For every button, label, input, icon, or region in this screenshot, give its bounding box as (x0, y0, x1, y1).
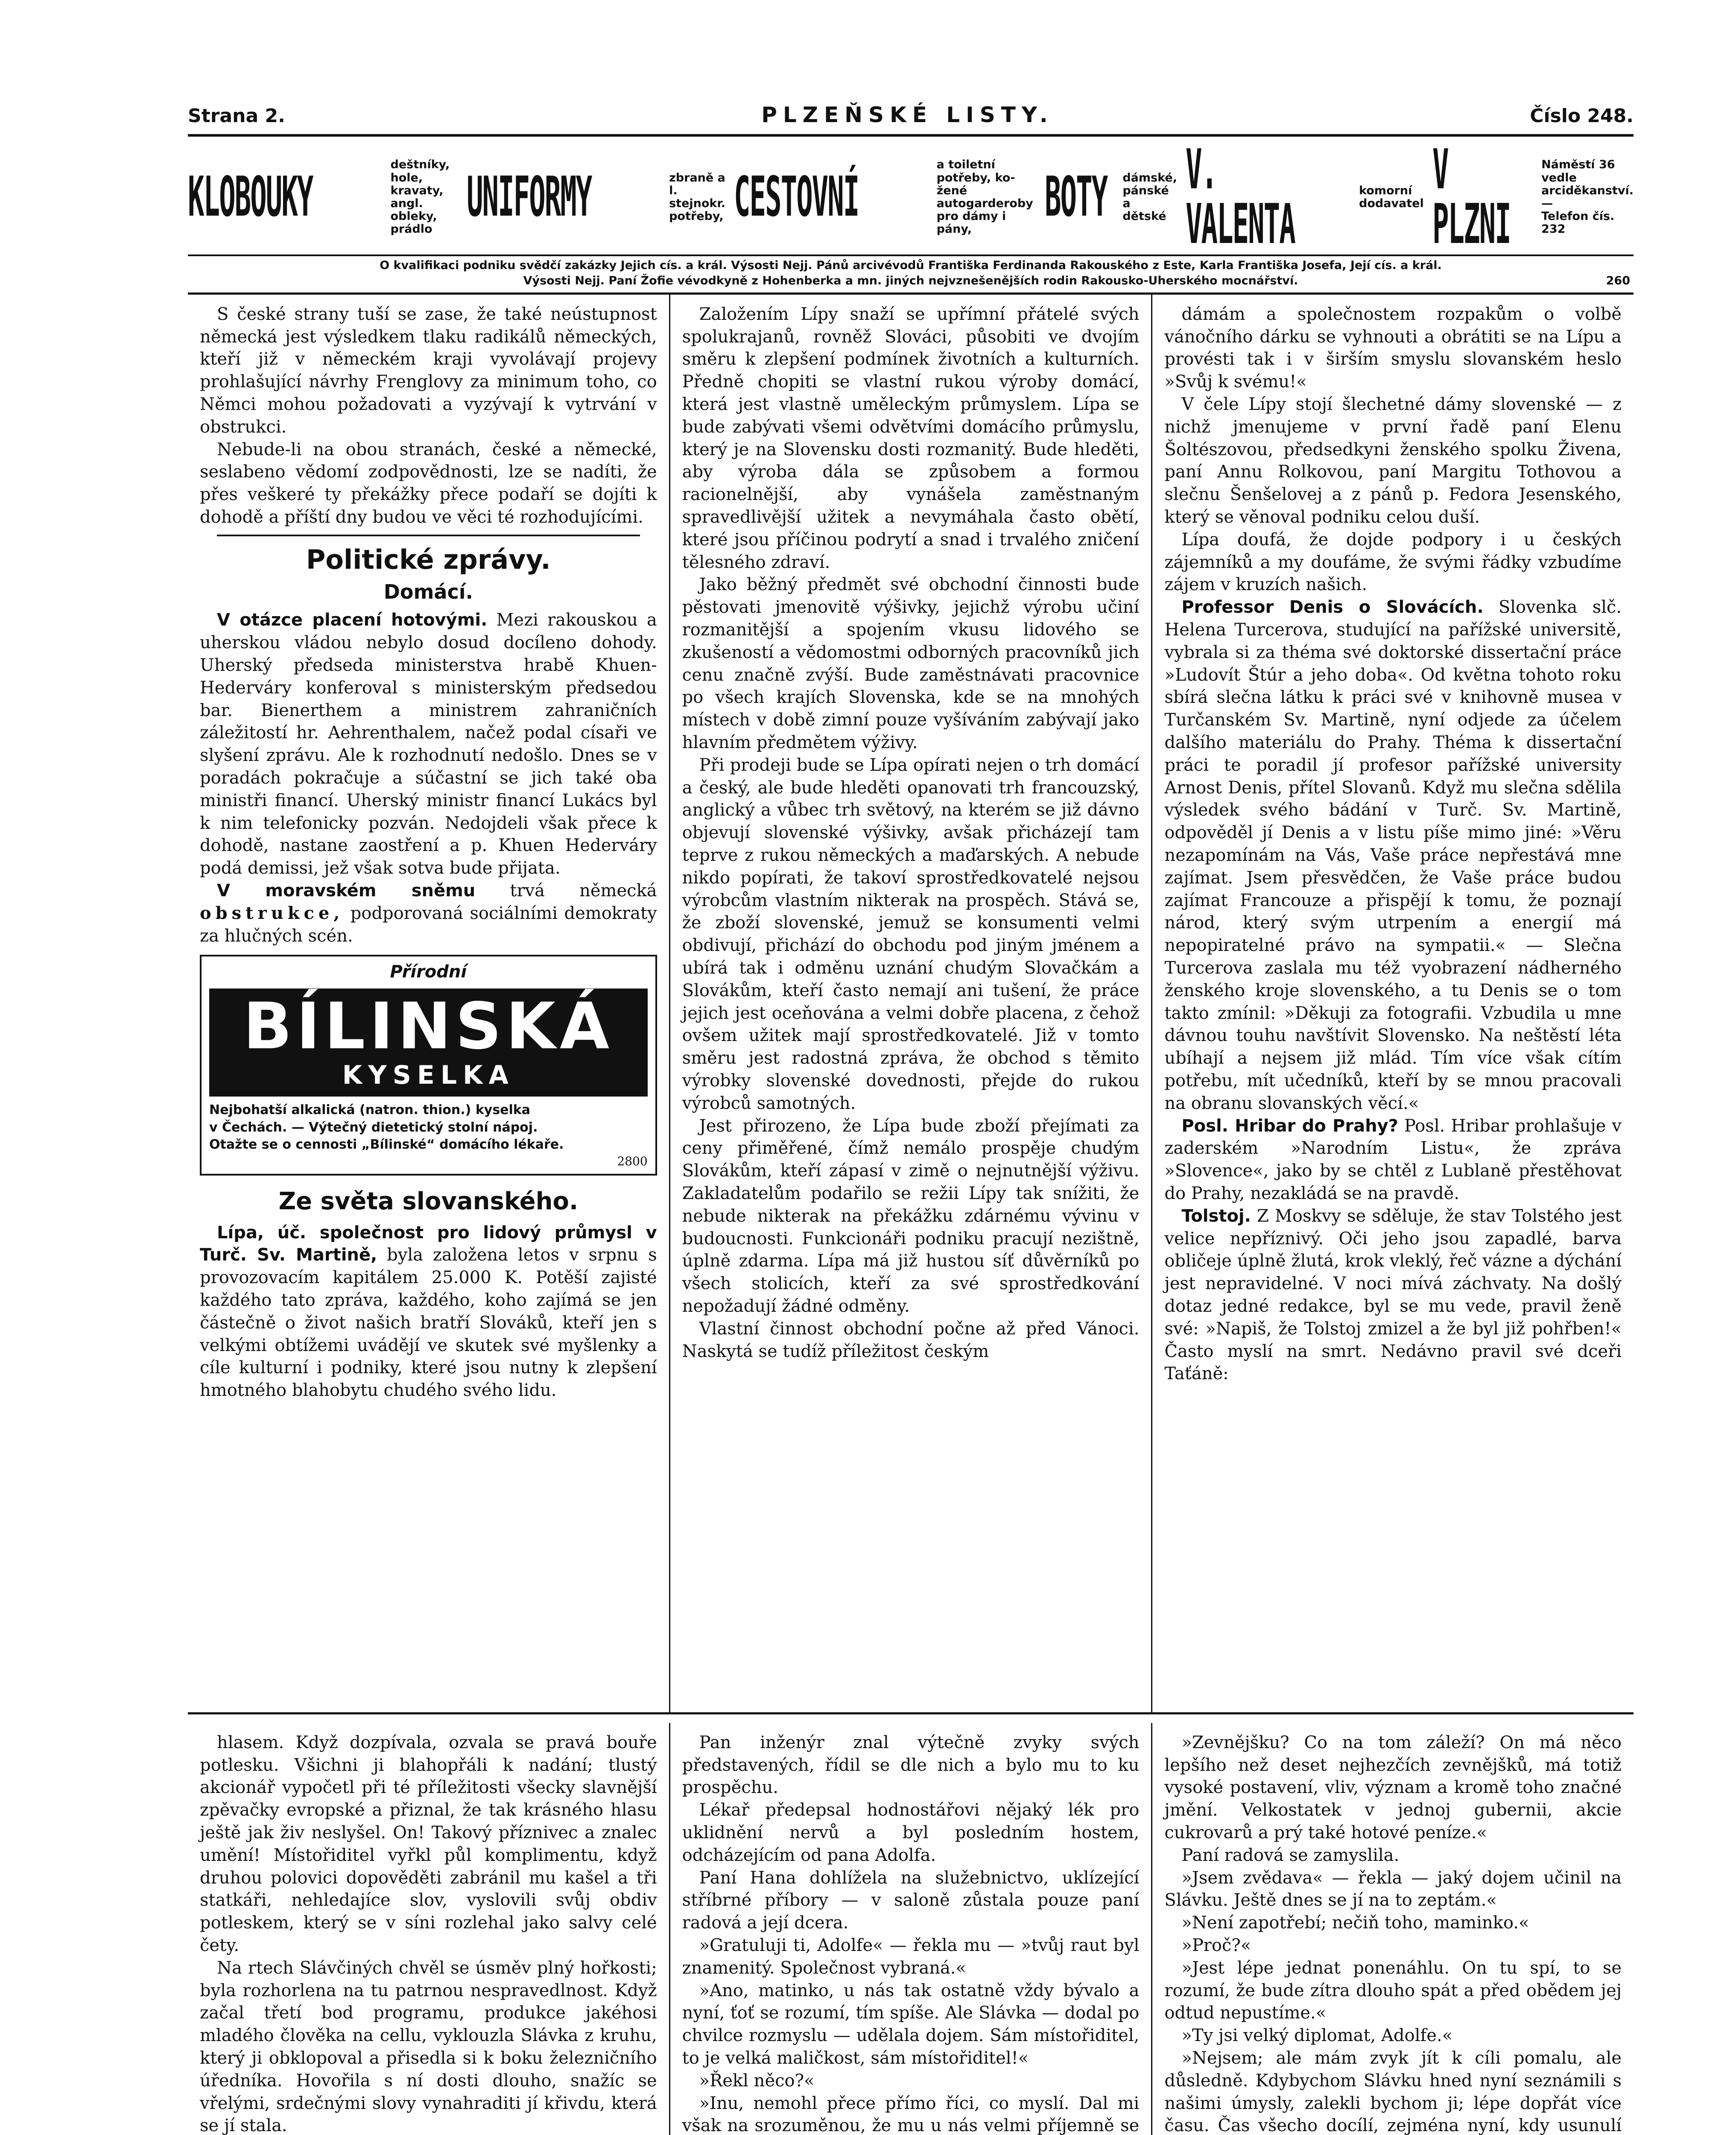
ad-uniforms-text: zbraně a l. stejnokr. potřeby, (669, 171, 726, 223)
runin-heading: V otázce placení hotovými. (217, 610, 488, 630)
runin-heading: V moravském sněmu (217, 880, 476, 901)
column-3 (1151, 295, 1634, 1712)
runin-heading: Posl. Hribar do Prahy? (1181, 1116, 1398, 1136)
section-title: Politické zprávy. (306, 544, 551, 575)
paragraph: Professor Denis o Slovácích. Slovenka slč. Helena Turcerova, studující na pařížské universitě, vybrala si za théma své doktorské dissertační práce »Ludovít Štúr a jeho doba«. Od května tohoto roku sbírá slečna látku k práci své v knihovně musea v Turčanském Sv. Martině, nyní odjede za účelem dalšího materiálu do Prahy. Théma k dissertační práci te poradil jí profesor pařížské university Arnost Denis, přítel Slovanů. Když mu slečna sdělila výsledek svého bádání v Turč. Sv. Martině, odpověděl jí Denis a v listu píše mimo jiné: »Věru nezapomínám na Vás, Vaše práce nepřestává mne zajímat. Jsem přesvědčen, že Vaše práce budou zajímat Francouze a přispějí k tomu, že poznají národ, který svým utrpením a energií má nepopiratelné právo na sympatii.« — Slečna Turcerova zaslala mu též vyobrazení nádherného ženského kroje slovenského, a tu Denis se o tom takto zmínil: »Děkuji za fotografii. Vzbudila u mne dávnou touhu navštívit Slovensko. Na neštěstí léta ubíhají a nejsem již mlád. Tím více však cítím potřebu, mít učedníků, kteří by se mnou pracovali na obranu slovanských věcí.« (1164, 597, 1622, 1113)
column-4 (188, 1723, 669, 2135)
ad-travel-text: a toiletní potřeby, ko- žené autogarderoby pro dámy i pány, (936, 158, 1033, 236)
column-1 (188, 295, 669, 1712)
paragraph: »Nejsem; ale mám zvyk jít k cíli pomalu, ale důsledně. Kdybychom Slávku hned nyní seznámili s našimi úmysly, zalekli bychom ji; lépe dopřát více času. Čas všecho docílí, zejména nyní, kdy usunulí (1164, 2048, 1622, 2135)
ad-word-firm: V. VALENTA (1185, 138, 1295, 256)
paragraph: hlasem. Když dozpívala, ozvala se pravá bouře potlesku. Všichni ji blahopřáli k nadání; tlustý akcionář vypočetl při té příležitosti všecky slavnější zpěvačky evropské a přiznal, že tak krásného hlasu ještě jak živ neslyšel. On! Takový příznivec a znalec umění! Místořiditel vyřkl půl komplimentu, když druhou polovici dopověděti zabránil mu kašel a tři statkáři, nehledajíce slov, vyslovili svůj obdiv potleskem, který se v síni rozlehal jako salvy celé čety. (200, 1732, 657, 1956)
ad-word-hats: KLOBOUKY (188, 165, 313, 229)
paragraph: Vlastní činnost obchodní počne až před Vánoci. Naskytá se tudíž příležitost českým (682, 1319, 1140, 1361)
paragraph: Lípa, úč. společnost pro lidový průmysl v Turč. Sv. Martině, byla založena letos v srpnu s provozovacím kapitálem 25.000 K. Potěší zajisté každého tato zpráva, každého, koho zajímá se jen částečně o život našich bratří Slováků, kteří jen s velkými obtížemi uvádějí ve skutek své myšlenky a cíle kulturní i podniky, které jsou nutny k zlepšení hmotného blahobytu chudého svého lidu. (200, 1223, 657, 1401)
issue-number: Číslo 248. (1530, 105, 1634, 127)
paragraph: »Zevnějšku? Co na tom záleží? On má něco lepšího než deset nejhezčích zevnějšků, má totiž vysoké postavení, vliv, význam a kromě toho značné jmění. Velkostatek v jednoj gubernii, akcie cukrovarů a prý také hotové peníze.« (1164, 1732, 1622, 1843)
page-number: Strana 2. (188, 105, 285, 127)
divider (217, 535, 640, 536)
mineral-ad-brand: BÍLINSKÁ (243, 989, 614, 1064)
paragraph: Na rtech Slávčiných chvěl se úsměv plný hořkosti; byla rozhorlena na tu patrnou nespravedlnost. Když začal třetí bod programu, produkce jakéhosi mladého člověka na cellu, vyklouzla Slávka z kruhu, který ji obklopoval a přisedla si k boku železničního úředníka. Hovořila s ní dosti dlouho, snažíc se vřelými, srdečnými slovy vynahraditi jí křivdu, která se jí stala. (200, 1958, 657, 2135)
mineral-ad-description: Nejbohatší alkalická (natron. thion.) kyselka v Čechách. — Výtečný dietetický stolní nápoj. Otažte se o cennosti „Bílinské“ domácího lékaře. (209, 1103, 564, 1152)
paragraph: »Řekl něco?« (699, 2071, 815, 2091)
ad-word-uniforms: UNIFORMY (466, 165, 591, 229)
paragraph: »Ano, matinko, u nás tak ostatně vždy bývalo a nyní, ťoť se rozumí, tím spíše. Ale Slávka — dodal po chvilce rozmyslu — udělala dojem. Sám místořiditel, to je velká maličkost, sám místořiditel!« (682, 1980, 1140, 2068)
ad-word-city: V PLZNI (1432, 138, 1511, 256)
ad-firm-text: komorní dodavatel (1359, 184, 1424, 210)
paragraph: »Jest lépe jednat ponenáhlu. On tu spí, to se rozumí, že bude zítra dlouho spát a před obědem jej odtud nepustíme.« (1164, 1958, 1622, 2023)
paragraph: Při prodeji bude se Lípa opírati nejen o trh domácí a český, ale bude hleděti opanovati trh francouzský, anglický a vůbec trh světový, na kterém se již dávno objevují slovenské výšivky, avšak přicházejí tam teprve z rukou německých a maďarských. A nebude nikdo popírati, že takoví sprostředkovatelé nejsou výrobcům vlastním nikterak na prospěch. Stává se, že zboží slovenské, jemuž se konsumenti velmi obdivují, přichází do obchodu pod jiným jménem a ubírá tak i odměnu uznání chudým Slovačkám a Slovákům, kteří často nemají ani tušení, že práce jejich jest oceňována a velmi dobře placena, z čehož ovšem užitek mají sprostředkovatelé. Již v tomto směru jest radostná zpráva, že obchod s těmito výrobky slovenské dovednosti, přejde do rukou výrobců samotných. (682, 755, 1140, 1113)
ad-word-travel: CESTOVNÍ (734, 165, 859, 229)
paragraph: Založením Lípy snaží se upřímní přátelé svých spolukrajanů, rovněž Slováci, působiti ve dvojím směru k zlepšení podmínek životních a kulturních. Předně chopiti se vlastní rukou výroby domácí, která jest vlastně uměleckým průmyslem. Lípa se bude zabývati všemi odvětvími domácího průmyslu, který je na Slovensku dosti rozmanitý. Bude hleděti, aby výroba dála se způsobem a formou racionelnější, aby vynášela zaměstnaným spravedlivější užitek a nevymáhala často obětí, které jsou příčinou podrytí a snad i trvalého zničení tělesného zdraví. (682, 304, 1140, 572)
paragraph: »Není zapotřebí; nečiň toho, maminko.« (1181, 1913, 1529, 1933)
running-head (188, 102, 1634, 137)
paragraph: Paní radová se zamyslila. (1181, 1845, 1400, 1865)
paragraph: Jako běžný předmět své obchodní činnosti bude pěstovati jmenovitě výšivky, jejichž výrobu učiní rozmanitější a spojením vkusu lidového se zkušeností a vědomostmi odborných pracovníků jich cenu značně zvýší. Bude zaměstnávati pracovnice po všech krajích Slovenska, kde se na mnohých místech v době zimní pouze vyšíváním zabývají jako hlavním předmětem výživy. (682, 575, 1140, 753)
column-6 (1151, 1723, 1634, 2135)
paragraph: Posl. Hribar do Prahy? Posl. Hribar prohlašuje v zaderském »Narodním Listu«, že zpráva »Slovence«, jako by se chtěl z Lublaně přestěhovat do Prahy, nezakládá se na pravdě. (1164, 1116, 1622, 1203)
masthead-title: PLZEŇSKÉ LISTY. (761, 102, 1054, 127)
paragraph: Pan inženýr znal výtečně zvyky svých představených, řídil se dle nich a bylo mu to ku prospěchu. (682, 1732, 1140, 1798)
paragraph: Paní Hana dohlížela na služebnictvo, uklízející stříbrné příbory — v saloně zůstala pouze paní radová a její dcera. (682, 1868, 1140, 1933)
paragraph: »Jsem zvědava« — řekla — jaký dojem učinil na Slávku. Ještě dnes se jí na to zeptám.« (1164, 1868, 1622, 1910)
runin-heading: Professor Denis o Slovácích. (1181, 597, 1484, 617)
ad-shoes-text: dámské, pánské a dětské (1122, 171, 1177, 223)
paragraph: dámám a společnostem rozpakům o volbě vánočního dárku se vyhnouti a obrátiti se na Lípu a provésti tak i v širším smyslu slovanském heslo »Svůj k svému!« (1164, 304, 1622, 392)
ad-footer (188, 256, 1634, 295)
upper-section (188, 295, 1634, 1714)
paragraph: Lípa doufá, že dojde podpory i u českých zájemníků a my doufáme, že svými řádky vzbudíme zájem v kruzích našich. (1164, 529, 1622, 595)
world-section-title: Ze světa slovanského. (278, 1187, 579, 1215)
column-5 (669, 1723, 1151, 2135)
mineral-ad-code: 2800 (617, 1154, 648, 1168)
ad-footer-line2: Výsosti Nejj. Paní Žofie vévodkyně z Hohenberka a mn. jiných nejvznešenějších rodin Rakousko-Uherského mocnářství. (523, 274, 1298, 288)
paragraph: »Gratuluji ti, Adolfe« — řekla mu — »tvůj raut byl znamenitý. Společnost vybraná.« (682, 1936, 1140, 1978)
mineral-ad-logo (209, 989, 648, 1097)
runin-heading: Lípa, úč. společnost pro lidový průmysl v Turč. Sv. Martině, (200, 1223, 657, 1265)
subsection-title: Domácí. (383, 580, 473, 603)
runin-heading: Tolstoj. (1181, 1206, 1251, 1226)
paragraph: V otázce placení hotovými. Mezi rakouskou a uherskou vládou nebylo dosud docíleno dohody. Uherský předseda ministerstva hrabě Khuen-Hederváry konferoval s ministerským předsedou bar. Bienerthem a ministrem zahraničních záležitostí hr. Aehrenthalem, načež podal císaři ve slyšení zprávu. Ale k rozhodnutí nedošlo. Dnes se v poradách pokračuje a súčastní se jich také oba ministři financí. Uherský ministr financí Lukács byl k nim telefonicky pozván. Nedojdeli však přece k dohodě, nastane zaostření a p. Khuen Hederváry podá demissi, jež však sotva bude přijata. (200, 610, 657, 878)
paragraph: V moravském sněmu trvá německá obstrukce, podporovaná sociálními demokraty za hlučných scén. (200, 880, 657, 946)
paragraph: Nebude-li na obou stranách, české a německé, seslabeno vědomí zodpovědnosti, lze se nadíti, že přes veškeré ty překážky přece podaří se dojíti k dohodě a příští dny budou ve věci té rozhodujícími. (200, 439, 657, 527)
paragraph: Lékař předepsal hodnostářovi nějaký lék pro uklidnění nervů a byl posledním hostem, odcházejícím od pana Adolfa. (682, 1800, 1140, 1865)
valenta-advertisement (188, 137, 1634, 256)
paragraph: »Proč?« (1181, 1936, 1251, 1956)
column-2 (669, 295, 1151, 1712)
paragraph: S české strany tuší se zase, že také neústupnost německá jest výsledkem tlaku radikálů německých, kteří již v německém kraji vyvolávají projevy prohlašující návrhy Frenglovy za minimum toho, co Němci mohou požadovati a vyzývají k vytrvání v obstrukci. (200, 304, 657, 437)
paragraph: Jest přirozeno, že Lípa bude zboží přejímati za ceny přiměřené, čímž nemálo prospěje chudým Slovákům, kteří zápasí v zimě o nejnutnější výživu. Zakladatelům podařilo se režii Lípy tak snížiti, že nebude nikterak na překážku zdárnému vývinu v budoucnosti. Funkcionáři podniku pracují nezištně, úplně zdarma. Lípa má již hustou síť důvěrníků po všech stolicích, kteří za své sprostředkování nepožadují žádné odměny. (682, 1116, 1140, 1316)
ad-hats-text: deštníky, hole, kravaty, angl. obleky, prádlo (390, 158, 450, 236)
ad-footer-line1: O kvalifikaci podniku svědčí zakázky Jejich cís. a král. Výsosti Nejj. Pánů arcivévodů Františka Ferdinanda Rakouského z Este, Karla Františka Josefa, Její cís. a král. (380, 259, 1442, 272)
bilinska-advertisement (200, 955, 657, 1175)
mineral-ad-subbrand: KYSELKA (342, 1060, 514, 1091)
paragraph: Tolstoj. Z Moskvy se sděluje, že stav Tolstého jest velice nepříznivý. Oči jeho jsou zapadlé, barva obličeje úplně žlutá, krok vleklý, řeč vázne a dýchání jest nepravidelné. V noci mívá záchvaty. Na došlý dotaz jedné redakce, byl se mu vede, pravil ženě své: »Napiš, že Tolstoj zmizel a že byl již pohřben!« Často myslí na smrt. Nedávno pravil své dceři Taťáně: (1164, 1206, 1622, 1384)
mineral-ad-top: Přírodní (390, 962, 467, 982)
ad-number: 260 (1606, 274, 1630, 288)
paragraph: »Ty jsi velký diplomat, Adolfe.« (1181, 2026, 1453, 2046)
ad-word-shoes: BOTY (1045, 165, 1108, 229)
paragraph: »Inu, nemohl přece přímo říci, co myslí. Dal mi však na srozuměnou, že mu u nás velmi příjemně se (682, 2093, 1140, 2135)
ad-address-text: Náměstí 36 vedle arciděkanství. — Telefon čís. 232 (1541, 158, 1634, 236)
paragraph: V čele Lípy stojí šlechetné dámy slovenské — z nichž jmenujeme v první řadě paní Elenu Šoltészovou, předsedkyni ženského spolku Živena, paní Annu Rolkovou, paní Margitu Tothovou a slečnu Šenšelovej a z pánů p. Fedora Jesenského, který se věnoval podniku celou duší. (1164, 395, 1622, 527)
feuilleton-section (188, 1714, 1634, 2135)
